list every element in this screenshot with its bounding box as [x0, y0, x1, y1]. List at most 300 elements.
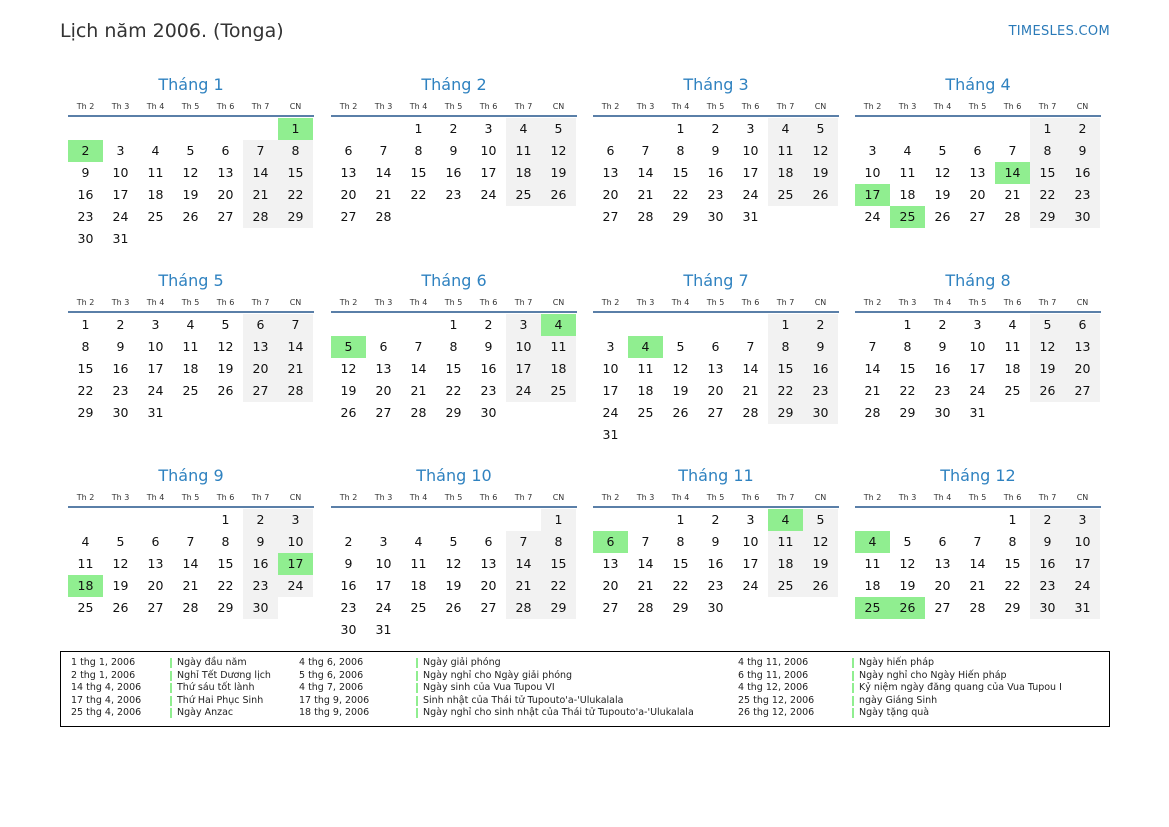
day-cell: 12 — [934, 165, 951, 180]
day-cell: 10 — [278, 531, 313, 553]
day-cell: 2 — [711, 512, 720, 527]
day-cell: 2 — [243, 509, 278, 531]
weekday-label: Th 3 — [898, 298, 917, 307]
day-cell: 12 — [803, 140, 838, 162]
day-cell: 6 — [243, 314, 278, 336]
day-cell: 1 — [449, 317, 458, 332]
day-cell: 9 — [81, 165, 90, 180]
empty-cell — [925, 118, 960, 140]
empty-cell — [68, 509, 103, 531]
day-cell: 16 — [1065, 162, 1100, 184]
day-cell: 18 — [541, 358, 576, 380]
day-cell: 13 — [934, 556, 951, 571]
day-cell: 23 — [480, 383, 497, 398]
day-cell: 24 — [742, 187, 759, 202]
day-cell: 31 — [375, 622, 392, 637]
day-cell: 25 — [182, 383, 199, 398]
day-cell: 25 — [77, 600, 94, 615]
day-cell: 21 — [243, 184, 278, 206]
day-cell: 14 — [969, 556, 986, 571]
weekday-label: Th 6 — [1003, 493, 1022, 502]
weekday-label: Th 7 — [1038, 102, 1057, 111]
day-cell: 25 — [768, 184, 803, 206]
weekday-label: Th 7 — [251, 298, 270, 307]
day-cell: 24 — [375, 600, 392, 615]
weekday-label: Th 5 — [444, 493, 463, 502]
day-cell: 10 — [864, 165, 881, 180]
day-cell: 12 — [672, 361, 689, 376]
day-cell: 10 — [480, 143, 497, 158]
legend-marker — [852, 658, 854, 668]
weekday-label: Th 5 — [706, 102, 725, 111]
day-cell: 31 — [112, 231, 129, 246]
weekday-label: Th 6 — [741, 298, 760, 307]
day-cell: 10 — [742, 143, 759, 158]
legend-name: Ngày đầu năm — [177, 657, 247, 668]
weekday-label: Th 2 — [76, 493, 95, 502]
day-cell: 26 — [803, 575, 838, 597]
day-cell: 16 — [1030, 553, 1065, 575]
day-cell: 19 — [672, 383, 689, 398]
day-cell: 22 — [217, 578, 234, 593]
holiday-day: 26 — [890, 597, 925, 619]
legend-date: 14 thg 4, 2006 — [71, 682, 142, 693]
weekday-label: Th 3 — [111, 493, 130, 502]
day-cell: 22 — [278, 184, 313, 206]
empty-cell — [331, 118, 366, 140]
day-cell: 12 — [899, 556, 916, 571]
day-cell: 14 — [742, 361, 759, 376]
empty-cell — [890, 118, 925, 140]
day-cell: 23 — [707, 578, 724, 593]
day-cell: 8 — [1030, 140, 1065, 162]
day-cell: 11 — [864, 556, 881, 571]
day-cell: 26 — [1030, 380, 1065, 402]
empty-cell — [855, 314, 890, 336]
day-cell: 7 — [641, 143, 650, 158]
day-cell: 1 — [1030, 118, 1065, 140]
day-cell: 11 — [410, 556, 427, 571]
weekday-header — [331, 101, 577, 117]
weekday-label: Th 4 — [933, 102, 952, 111]
holiday-day: 4 — [541, 314, 576, 336]
weekday-label: Th 2 — [339, 298, 358, 307]
day-cell: 18 — [637, 383, 654, 398]
day-cell: 4 — [768, 118, 803, 140]
day-cell: 5 — [938, 143, 947, 158]
day-grid — [593, 314, 839, 446]
empty-cell — [855, 509, 890, 531]
holiday-day: 4 — [855, 531, 890, 553]
weekday-label: Th 3 — [898, 102, 917, 111]
day-cell: 27 — [147, 600, 164, 615]
day-cell: 13 — [147, 556, 164, 571]
weekday-label: Th 6 — [216, 102, 235, 111]
weekday-label: Th 7 — [251, 102, 270, 111]
day-cell: 3 — [278, 509, 313, 531]
empty-cell — [855, 118, 890, 140]
day-cell: 27 — [375, 405, 392, 420]
day-cell: 27 — [217, 209, 234, 224]
day-cell: 26 — [445, 600, 462, 615]
weekday-header — [68, 492, 314, 508]
weekday-label: Th 2 — [76, 102, 95, 111]
holiday-day: 1 — [278, 118, 313, 140]
day-cell: 12 — [445, 556, 462, 571]
day-cell: 23 — [77, 209, 94, 224]
day-cell: 8 — [768, 336, 803, 358]
legend-date: 5 thg 6, 2006 — [299, 669, 364, 681]
empty-cell — [890, 509, 925, 531]
weekday-label: Th 5 — [181, 102, 200, 111]
day-cell: 22 — [672, 187, 689, 202]
weekday-label: Th 5 — [706, 298, 725, 307]
legend-name: Ngày giải phóng — [423, 657, 501, 668]
day-cell: 17 — [742, 556, 759, 571]
month-title: Tháng 4 — [945, 75, 1011, 94]
day-cell: 26 — [803, 184, 838, 206]
legend-date: 17 thg 4, 2006 — [71, 694, 142, 706]
day-cell: 1 — [414, 121, 423, 136]
day-cell: 7 — [186, 534, 195, 549]
legend-name: Ngày Anzac — [177, 707, 234, 718]
day-cell: 12 — [182, 165, 199, 180]
day-cell: 5 — [803, 118, 838, 140]
legend-name: Kỷ niệm ngày đăng quang của Vua Tupou I — [859, 682, 1062, 693]
day-cell: 10 — [506, 336, 541, 358]
day-cell: 23 — [112, 383, 129, 398]
day-cell: 13 — [340, 165, 357, 180]
day-cell: 18 — [899, 187, 916, 202]
day-cell: 18 — [864, 578, 881, 593]
day-cell: 21 — [969, 578, 986, 593]
day-cell: 18 — [147, 187, 164, 202]
weekday-header — [593, 297, 839, 313]
day-cell: 5 — [449, 534, 458, 549]
day-cell: 4 — [151, 143, 160, 158]
day-cell: 15 — [1030, 162, 1065, 184]
day-cell: 18 — [410, 578, 427, 593]
day-cell: 26 — [182, 209, 199, 224]
weekday-label: Th 5 — [444, 102, 463, 111]
day-cell: 17 — [112, 187, 129, 202]
day-cell: 1 — [541, 509, 576, 531]
day-cell: 6 — [938, 534, 947, 549]
day-cell: 12 — [340, 361, 357, 376]
day-cell: 17 — [506, 358, 541, 380]
day-cell: 22 — [541, 575, 576, 597]
weekday-label: Th 4 — [671, 493, 690, 502]
empty-cell — [733, 314, 768, 336]
empty-cell — [401, 314, 436, 336]
day-cell: 23 — [803, 380, 838, 402]
day-cell: 13 — [969, 165, 986, 180]
day-cell: 9 — [1065, 140, 1100, 162]
day-cell: 4 — [1008, 317, 1017, 332]
weekday-label: Th 3 — [111, 102, 130, 111]
weekday-header — [68, 297, 314, 313]
day-cell: 15 — [217, 556, 234, 571]
weekday-label: CN — [289, 493, 302, 502]
day-cell: 27 — [243, 380, 278, 402]
legend-name: Ngày nghỉ cho Ngày giải phóng — [423, 669, 573, 681]
day-cell: 25 — [541, 380, 576, 402]
legend-name: Ngày tặng quà — [859, 707, 930, 718]
day-cell: 3 — [379, 534, 388, 549]
day-cell: 9 — [484, 339, 493, 354]
day-cell: 28 — [278, 380, 313, 402]
weekday-label: Th 6 — [216, 493, 235, 502]
weekday-label: Th 2 — [76, 298, 95, 307]
weekday-label: Th 6 — [741, 102, 760, 111]
legend-marker — [170, 658, 172, 668]
day-cell: 13 — [1065, 336, 1100, 358]
day-cell: 15 — [77, 361, 94, 376]
day-cell: 3 — [746, 512, 755, 527]
weekday-label: Th 7 — [776, 493, 795, 502]
day-cell: 10 — [969, 339, 986, 354]
holiday-day: 25 — [855, 597, 890, 619]
day-cell: 29 — [217, 600, 234, 615]
weekday-label: CN — [552, 298, 565, 307]
month-1 — [68, 74, 314, 250]
weekday-header — [855, 297, 1101, 313]
month-title: Tháng 7 — [683, 271, 749, 290]
legend-name: Thứ Hai Phục Sinh — [177, 694, 264, 706]
weekday-header — [331, 492, 577, 508]
day-cell: 2 — [803, 314, 838, 336]
day-cell: 30 — [707, 600, 724, 615]
day-cell: 6 — [151, 534, 160, 549]
day-cell: 26 — [112, 600, 129, 615]
weekday-label: Th 4 — [146, 493, 165, 502]
holiday-day: 2 — [68, 140, 103, 162]
day-cell: 13 — [602, 556, 619, 571]
empty-cell — [208, 118, 243, 140]
day-cell: 25 — [768, 575, 803, 597]
day-cell: 31 — [969, 405, 986, 420]
day-cell: 13 — [480, 556, 497, 571]
day-cell: 11 — [182, 339, 199, 354]
legend-date: 25 thg 12, 2006 — [738, 694, 815, 706]
day-cell: 13 — [375, 361, 392, 376]
day-cell: 10 — [147, 339, 164, 354]
weekday-label: CN — [1076, 493, 1089, 502]
day-cell: 2 — [711, 121, 720, 136]
weekday-label: Th 6 — [216, 298, 235, 307]
weekday-label: Th 3 — [374, 102, 393, 111]
day-cell: 30 — [1065, 206, 1100, 228]
month-10 — [331, 465, 577, 641]
legend-date: 25 thg 4, 2006 — [71, 707, 142, 718]
day-cell: 2 — [1065, 118, 1100, 140]
day-cell: 1 — [676, 512, 685, 527]
day-cell: 28 — [969, 600, 986, 615]
day-grid — [331, 314, 577, 424]
empty-cell — [663, 314, 698, 336]
day-grid — [68, 509, 314, 619]
day-cell: 16 — [77, 187, 94, 202]
legend-marker — [852, 708, 854, 718]
day-cell: 29 — [899, 405, 916, 420]
holiday-day: 6 — [593, 531, 628, 553]
weekday-label: Th 6 — [479, 102, 498, 111]
day-cell: 20 — [934, 578, 951, 593]
weekday-header — [855, 492, 1101, 508]
legend-date: 4 thg 7, 2006 — [299, 682, 364, 693]
day-cell: 24 — [602, 405, 619, 420]
day-cell: 23 — [340, 600, 357, 615]
day-cell: 15 — [768, 358, 803, 380]
site-link[interactable]: TIMESLES.COM — [1008, 24, 1110, 39]
day-cell: 29 — [77, 405, 94, 420]
day-cell: 29 — [672, 600, 689, 615]
day-cell: 7 — [278, 314, 313, 336]
day-cell: 15 — [278, 162, 313, 184]
empty-cell — [960, 509, 995, 531]
day-cell: 7 — [379, 143, 388, 158]
day-cell: 28 — [864, 405, 881, 420]
day-cell: 1 — [676, 121, 685, 136]
day-cell: 17 — [742, 165, 759, 180]
day-cell: 16 — [934, 361, 951, 376]
day-cell: 12 — [217, 339, 234, 354]
day-cell: 18 — [506, 162, 541, 184]
day-cell: 10 — [112, 165, 129, 180]
day-cell: 17 — [147, 361, 164, 376]
weekday-label: Th 5 — [968, 298, 987, 307]
day-cell: 22 — [672, 578, 689, 593]
empty-cell — [925, 509, 960, 531]
day-cell: 16 — [707, 556, 724, 571]
day-cell: 20 — [243, 358, 278, 380]
day-cell: 19 — [112, 578, 129, 593]
day-cell: 23 — [243, 575, 278, 597]
day-cell: 1 — [221, 512, 230, 527]
empty-cell — [628, 509, 663, 531]
day-cell: 19 — [1030, 358, 1065, 380]
day-cell: 6 — [711, 339, 720, 354]
weekday-label: Th 3 — [636, 102, 655, 111]
day-cell: 23 — [934, 383, 951, 398]
weekday-label: Th 2 — [339, 493, 358, 502]
weekday-label: Th 7 — [1038, 493, 1057, 502]
holiday-day: 4 — [628, 336, 663, 358]
weekday-label: Th 5 — [968, 102, 987, 111]
weekday-label: CN — [814, 102, 827, 111]
day-cell: 2 — [449, 121, 458, 136]
month-title: Tháng 1 — [158, 75, 224, 94]
day-cell: 30 — [243, 597, 278, 619]
day-cell: 21 — [1004, 187, 1021, 202]
day-cell: 3 — [868, 143, 877, 158]
day-cell: 6 — [344, 143, 353, 158]
day-grid — [593, 509, 839, 619]
weekday-label: Th 7 — [514, 298, 533, 307]
day-cell: 11 — [1004, 339, 1021, 354]
month-3 — [593, 74, 839, 228]
day-cell: 3 — [973, 317, 982, 332]
day-cell: 29 — [278, 206, 313, 228]
day-cell: 31 — [1065, 597, 1100, 619]
day-cell: 21 — [182, 578, 199, 593]
day-cell: 1 — [1008, 512, 1017, 527]
month-title: Tháng 8 — [945, 271, 1011, 290]
day-cell: 6 — [973, 143, 982, 158]
day-cell: 26 — [541, 184, 576, 206]
day-cell: 30 — [934, 405, 951, 420]
holiday-day: 14 — [995, 162, 1030, 184]
day-cell: 8 — [903, 339, 912, 354]
weekday-label: Th 2 — [863, 298, 882, 307]
legend-name: ngày Giáng Sinh — [859, 694, 938, 706]
weekday-label: Th 3 — [111, 298, 130, 307]
day-cell: 27 — [340, 209, 357, 224]
weekday-label: Th 6 — [1003, 298, 1022, 307]
day-cell: 19 — [217, 361, 234, 376]
day-cell: 19 — [803, 553, 838, 575]
day-cell: 28 — [182, 600, 199, 615]
day-cell: 16 — [480, 361, 497, 376]
day-cell: 24 — [480, 187, 497, 202]
legend-marker — [852, 696, 854, 706]
day-cell: 15 — [899, 361, 916, 376]
day-cell: 9 — [449, 143, 458, 158]
legend-date: 17 thg 9, 2006 — [299, 694, 370, 706]
day-cell: 11 — [637, 361, 654, 376]
day-cell: 9 — [711, 143, 720, 158]
legend-date: 4 thg 12, 2006 — [738, 682, 809, 693]
legend-marker — [170, 683, 172, 693]
day-cell: 28 — [1004, 209, 1021, 224]
empty-cell — [593, 509, 628, 531]
weekday-label: Th 2 — [339, 102, 358, 111]
page-title: Lịch năm 2006. (Tonga) — [60, 20, 284, 42]
day-cell: 25 — [637, 405, 654, 420]
weekday-label: CN — [552, 102, 565, 111]
day-cell: 22 — [77, 383, 94, 398]
day-cell: 7 — [243, 140, 278, 162]
day-cell: 7 — [1008, 143, 1017, 158]
day-grid — [855, 509, 1101, 619]
empty-cell — [506, 509, 541, 531]
day-cell: 20 — [217, 187, 234, 202]
legend-name: Sinh nhật của Thái tử Tupouto'a-'Ulukalala — [423, 694, 624, 706]
day-cell: 27 — [1065, 380, 1100, 402]
empty-cell — [471, 509, 506, 531]
day-cell: 5 — [186, 143, 195, 158]
day-cell: 29 — [445, 405, 462, 420]
month-title: Tháng 9 — [158, 466, 224, 485]
day-cell: 3 — [606, 339, 615, 354]
day-cell: 3 — [746, 121, 755, 136]
day-cell: 19 — [445, 578, 462, 593]
day-cell: 25 — [147, 209, 164, 224]
weekday-label: Th 4 — [146, 298, 165, 307]
weekday-header — [593, 492, 839, 508]
day-cell: 28 — [506, 597, 541, 619]
day-cell: 29 — [1030, 206, 1065, 228]
day-cell: 4 — [81, 534, 90, 549]
day-cell: 25 — [410, 600, 427, 615]
month-title: Tháng 2 — [421, 75, 487, 94]
day-cell: 4 — [506, 118, 541, 140]
day-cell: 21 — [742, 383, 759, 398]
day-cell: 30 — [77, 231, 94, 246]
day-cell: 14 — [375, 165, 392, 180]
day-cell: 18 — [182, 361, 199, 376]
legend-marker — [416, 683, 418, 693]
